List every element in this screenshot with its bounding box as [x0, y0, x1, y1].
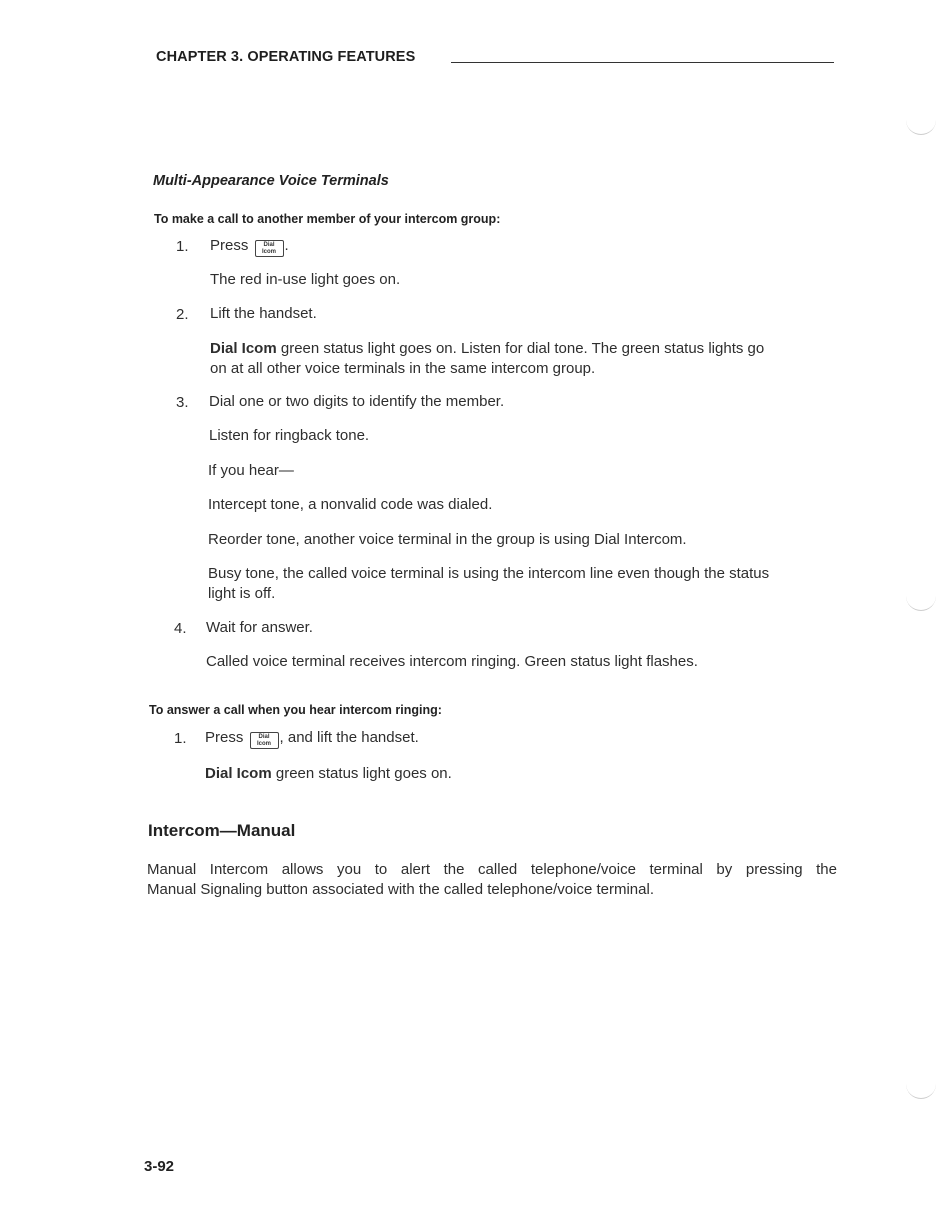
key-line-2: Icom — [257, 741, 272, 747]
step-3-busy-line-1: Busy tone, the called voice terminal is using the intercom line even though the status — [208, 565, 770, 582]
scan-artifact — [906, 594, 936, 611]
step-2-result-line-1: green status light goes on. Listen for dial tone. The green status lights go — [276, 340, 765, 357]
step-3-intercept: Intercept tone, a nonvalid code was dialed. — [208, 496, 493, 513]
intercom-manual-description — [147, 860, 837, 900]
step-3-if-hear: If you hear— — [208, 462, 294, 479]
step-number: 4. — [174, 620, 187, 637]
answer-step-1-result-text: green status light goes on. — [271, 765, 452, 782]
step-3-busy-line-2: light is off. — [208, 585, 276, 602]
step-1-text: Press — [210, 237, 249, 254]
step-number: 2. — [176, 306, 189, 323]
make-call-intro: To make a call to another member of your intercom group: — [154, 212, 501, 226]
step-4-result: Called voice terminal receives intercom ringing. Green status light flashes. — [206, 653, 698, 670]
key-line-1: Dial — [258, 734, 270, 740]
key-line-1: Dial — [263, 242, 275, 248]
chapter-header: CHAPTER 3. OPERATING FEATURES — [156, 49, 416, 65]
step-1-period: . — [284, 237, 289, 254]
step-2-text: Lift the handset. — [210, 305, 317, 322]
step-1-instruction — [210, 236, 289, 257]
dial-icom-label: Dial Icom — [205, 765, 272, 782]
step-3-reorder: Reorder tone, another voice terminal in the group is using Dial Intercom. — [208, 531, 687, 548]
step-2-result — [210, 339, 850, 379]
step-number: 1. — [174, 730, 187, 747]
manual-line-1: Manual Intercom allows you to alert the called telephone/voice terminal by pressing the — [147, 861, 837, 878]
scan-artifact — [906, 118, 936, 135]
dial-icom-button — [250, 732, 279, 749]
answer-step-1-instruction — [205, 728, 419, 749]
key-line-2: Icom — [262, 249, 277, 255]
page-number: 3-92 — [144, 1158, 175, 1175]
step-1-result: The red in-use light goes on. — [210, 271, 401, 288]
step-4-text: Wait for answer. — [206, 619, 313, 636]
step-number: 1. — [176, 238, 189, 255]
step-number: 3. — [176, 394, 189, 411]
intercom-manual-heading: Intercom—Manual — [148, 821, 296, 840]
dial-icom-button — [255, 240, 284, 257]
step-3-busy — [208, 564, 848, 604]
answer-call-intro: To answer a call when you hear intercom ringing: — [149, 703, 442, 717]
manual-line-2: Manual Signaling button associated with the called telephone/voice terminal. — [147, 881, 654, 898]
answer-step-1-rest: , and lift the handset. — [279, 729, 419, 746]
step-2-result-line-2: on at all other voice terminals in the same intercom group. — [210, 360, 596, 377]
step-3-text: Dial one or two digits to identify the member. — [209, 393, 505, 410]
step-3-listen: Listen for ringback tone. — [209, 427, 370, 444]
section-title: Multi-Appearance Voice Terminals — [153, 173, 389, 189]
answer-step-1-text: Press — [205, 729, 244, 746]
answer-step-1-result — [205, 764, 452, 784]
dial-icom-label: Dial Icom — [210, 340, 277, 357]
scan-artifact — [906, 1082, 936, 1099]
header-rule — [451, 62, 834, 63]
